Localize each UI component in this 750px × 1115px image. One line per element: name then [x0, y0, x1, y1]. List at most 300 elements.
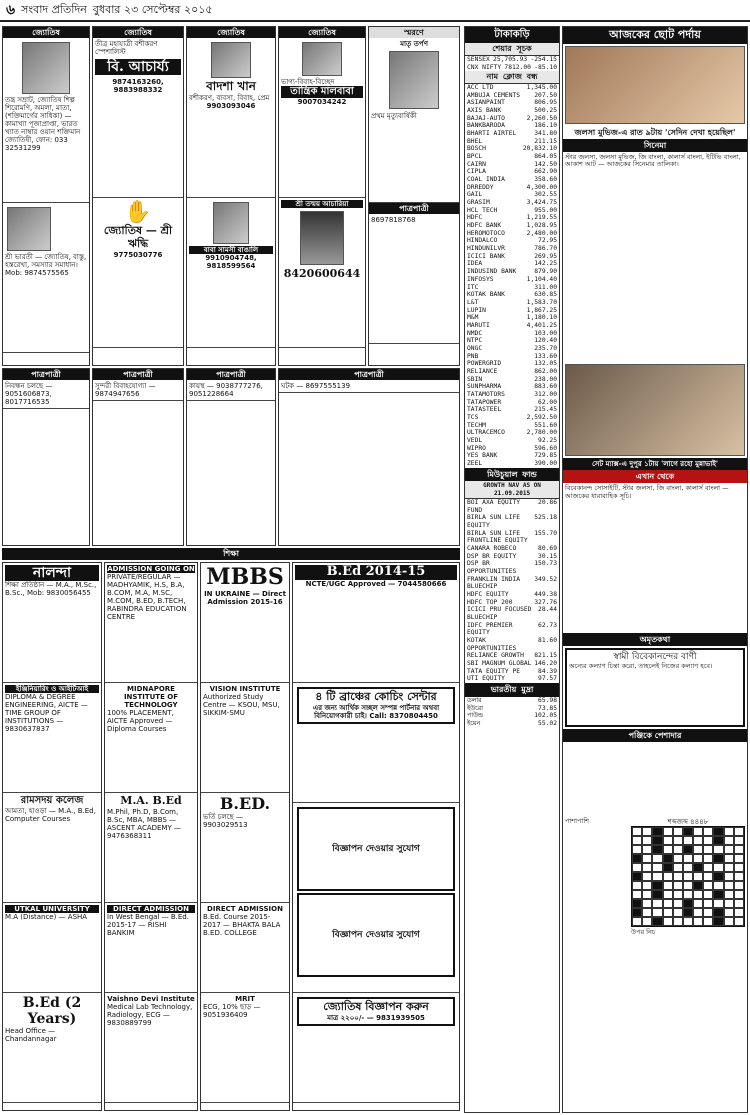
stock-row	[465, 268, 559, 276]
down-label: উপর নিচ	[631, 928, 656, 937]
crossword-cell[interactable]	[632, 836, 642, 845]
crossword-cell[interactable]	[713, 899, 723, 908]
crossword-cell[interactable]	[734, 899, 744, 908]
crossword-cell[interactable]	[673, 908, 683, 917]
crossword-cell[interactable]	[724, 890, 734, 899]
crossword-cell[interactable]	[724, 854, 734, 863]
mf-row	[465, 545, 559, 553]
education-column	[200, 562, 290, 1111]
crossword-cell[interactable]	[642, 908, 652, 917]
astrologer-name: বি. আচার্য্য	[95, 59, 181, 75]
crossword-cell[interactable]	[703, 917, 713, 926]
stock-row-cell: 120.40	[534, 337, 557, 345]
stock-row	[465, 414, 559, 422]
ad-title: MIDNAPORE INSTITUTE OF TECHNOLOGY	[123, 685, 179, 710]
currency-row-cell: 73.85	[538, 704, 557, 712]
crossword-cell[interactable]	[663, 899, 673, 908]
stock-row-cell: 786.70	[534, 245, 557, 253]
stock-row-cell: 879.90	[534, 268, 557, 276]
crossword-cell[interactable]	[724, 863, 734, 872]
education-ad	[3, 683, 101, 793]
crossword-cell[interactable]	[673, 881, 683, 890]
mf-row	[465, 553, 559, 561]
issue-date: বুধবার ২৩ সেপ্টেম্বর ২০১৫	[92, 2, 213, 16]
mf-row-cell: 150.73	[534, 560, 557, 568]
classified-column	[278, 368, 460, 546]
crossword-cell[interactable]	[703, 890, 713, 899]
classified-promo: বিজ্ঞাপন দেওয়ার সুযোগ	[297, 893, 455, 977]
mf-row-cell: HDFC EQUITY	[467, 591, 509, 599]
stock-row-cell: 390.00	[534, 459, 557, 467]
mf-table	[465, 499, 559, 683]
ad-title: রামসদয় কলেজ	[20, 795, 84, 806]
crossword-cell[interactable]	[693, 908, 703, 917]
crossword-cell[interactable]	[683, 881, 693, 890]
stock-row	[465, 207, 559, 215]
crossword-cell[interactable]	[713, 854, 723, 863]
crossword-cell[interactable]	[734, 836, 744, 845]
mf-row-cell: SBI MAGNUM GLOBAL	[467, 660, 532, 668]
crossword-cell[interactable]	[734, 863, 744, 872]
stock-row-cell: 883.60	[534, 383, 557, 391]
stock-row-cell: GRASIM	[467, 199, 490, 207]
stock-row	[465, 168, 559, 176]
stock-row-cell: 551.60	[534, 421, 557, 429]
crossword-cell[interactable]	[632, 881, 642, 890]
classified-ad	[3, 38, 89, 203]
crossword-cell[interactable]	[724, 872, 734, 881]
crossword-cell[interactable]	[673, 899, 683, 908]
crossword-cell[interactable]	[724, 917, 734, 926]
crossword-cell[interactable]	[713, 863, 723, 872]
stock-row	[465, 260, 559, 268]
index-row-cell: -85.10	[534, 63, 557, 71]
crossword-cell[interactable]	[703, 845, 713, 854]
crossword-cell[interactable]	[632, 899, 642, 908]
crossword-cell[interactable]	[693, 827, 703, 836]
crossword-cell[interactable]	[652, 827, 662, 836]
crossword-cell[interactable]	[652, 899, 662, 908]
education-ad	[293, 683, 459, 803]
mf-row-cell: 155.70	[534, 529, 557, 537]
crossword-cell[interactable]	[734, 827, 744, 836]
crossword-cell[interactable]	[693, 917, 703, 926]
stock-row-cell: BPCL	[467, 153, 483, 161]
crossword-cell[interactable]	[734, 890, 744, 899]
stock-row-cell: DRREDDY	[467, 183, 494, 191]
crossword-cell[interactable]	[683, 872, 693, 881]
ad-title: DIRECT ADMISSION	[207, 905, 283, 913]
crossword-cell[interactable]	[642, 872, 652, 881]
crossword-cell[interactable]	[642, 899, 652, 908]
mf-row-cell: 146.20	[534, 660, 557, 668]
crossword-cell[interactable]	[693, 899, 703, 908]
stock-row-cell: 92.25	[538, 436, 557, 444]
crossword-cell[interactable]	[724, 881, 734, 890]
stock-row-cell: ZEEL	[467, 459, 483, 467]
crossword-cell[interactable]	[663, 890, 673, 899]
ad-text: তন্ত্র সম্রাট, জ্যোতিষ শিল্প শিরোমণি, অমলা, মাতা, (শক্তিমার্গের সাধিকা) — কামাখ্যা পূজাপ্রাপ্তা, ভারত খ্যাত নাম্বার ওয়ান শক্তিমান জ্যোতিষী, ফোন: 033 32531299	[5, 96, 81, 153]
ad-title: জ্যোতিষ বিজ্ঞাপন করুন	[323, 1000, 429, 1013]
mf-row	[465, 576, 559, 591]
stock-row-cell: HCL TECH	[467, 206, 498, 214]
crossword-cell[interactable]	[663, 908, 673, 917]
phone-number: 9007034242	[297, 97, 347, 106]
cinema-header: সিনেমা	[563, 139, 747, 152]
mf-row-cell: 84.39	[538, 667, 557, 675]
crossword-cell[interactable]	[713, 890, 723, 899]
stock-row-cell: TATAMOTORS	[467, 390, 505, 398]
stock-row	[465, 153, 559, 161]
stock-row	[465, 284, 559, 292]
crossword-cell[interactable]	[673, 854, 683, 863]
crossword-cell[interactable]	[724, 899, 734, 908]
stock-row	[465, 307, 559, 315]
ad-title: নালন্দা	[5, 565, 99, 581]
ad-title: B.Ed 2014-15	[295, 565, 457, 580]
crossword-cell[interactable]	[652, 854, 662, 863]
stock-row-cell: INFOSYS	[467, 275, 494, 283]
crossword-cell[interactable]	[642, 827, 652, 836]
crossword-cell[interactable]	[683, 899, 693, 908]
ad-title: B.Ed (2 Years)	[22, 995, 82, 1028]
crossword-cell[interactable]	[642, 917, 652, 926]
stock-row-cell: 186.10	[534, 122, 557, 130]
stock-row-cell: SBIN	[467, 375, 483, 383]
stock-column	[464, 26, 560, 1113]
crossword-cell[interactable]	[713, 827, 723, 836]
promo-caption: সেট ম্যাক্স-এ দুপুর ১টায় 'লাগে রহো মুন্নাভাই'	[563, 458, 747, 470]
stock-row	[465, 376, 559, 384]
stock-row	[465, 368, 559, 376]
mf-row-cell: BIRLA SUN LIFE FRONTLINE EQUITY	[467, 529, 528, 545]
stock-row	[465, 353, 559, 361]
mf-row-cell: HDFC TOP 200	[467, 598, 513, 606]
stock-row-cell: ITC	[467, 283, 479, 291]
education-ad	[105, 793, 197, 903]
classified-ad: কায়স্থ — 9038777276, 9051228664	[187, 380, 275, 401]
mf-row-cell: 97.57	[538, 675, 557, 683]
education-ad	[105, 993, 197, 1103]
crossword-cell[interactable]	[642, 836, 652, 845]
crossword-cell[interactable]	[663, 863, 673, 872]
mf-subtitle: GROWTH NAV AS ON 21.09.2015	[465, 481, 559, 499]
stock-row-cell: TCS	[467, 413, 479, 421]
crossword-cell[interactable]	[642, 881, 652, 890]
stock-row-cell: HEROMOTOCO	[467, 229, 505, 237]
stock-row-cell: 302.55	[534, 191, 557, 199]
crossword-cell[interactable]	[632, 908, 642, 917]
astrologer-name: বাবা সামসী বাঙালি	[189, 246, 273, 254]
phone-number: 9775030776	[113, 250, 163, 259]
crossword-cell[interactable]	[652, 872, 662, 881]
mf-row	[465, 652, 559, 660]
crossword-cell[interactable]	[683, 917, 693, 926]
education-ad	[3, 993, 101, 1103]
crossword-cell[interactable]	[713, 908, 723, 917]
crossword-cell[interactable]	[683, 908, 693, 917]
crossword-cell[interactable]	[663, 854, 673, 863]
crossword-cell[interactable]	[713, 836, 723, 845]
education-ad	[201, 993, 289, 1103]
crossword-cell[interactable]	[724, 845, 734, 854]
crossword-cell[interactable]	[673, 827, 683, 836]
stock-row	[465, 445, 559, 453]
crossword-cell[interactable]	[734, 917, 744, 926]
stock-row	[465, 322, 559, 330]
crossword-cell[interactable]	[673, 863, 683, 872]
stock-row-cell: 1,104.40	[526, 275, 557, 283]
crossword-cell[interactable]	[703, 908, 713, 917]
quote-title: স্বামী বিবেকানন্দের বাণী	[613, 652, 697, 663]
index-row	[465, 64, 559, 72]
right-panel	[464, 26, 748, 1113]
crossword-cell[interactable]	[703, 899, 713, 908]
crossword-cell[interactable]	[632, 890, 642, 899]
crossword-cell[interactable]	[713, 917, 723, 926]
classifieds-area	[2, 26, 460, 1113]
stock-row-cell: BHARTI AIRTEL	[467, 130, 517, 138]
currency-title: ভারতীয় মুদ্রা	[465, 683, 559, 697]
classified-ad	[187, 198, 275, 348]
stock-row	[465, 337, 559, 345]
astrologer-name: জ্যোতিষ — শ্রী ঋদ্ধি	[103, 224, 173, 251]
stock-row-cell: BAJAJ-AUTO	[467, 114, 505, 122]
crossword-cell[interactable]	[632, 872, 642, 881]
education-ad	[3, 793, 101, 903]
crossword-cell[interactable]	[683, 845, 693, 854]
crossword-cell[interactable]	[693, 845, 703, 854]
education-ad	[105, 903, 197, 993]
crossword-cell[interactable]	[663, 845, 673, 854]
mf-row-cell: UTI EQUITY	[467, 675, 505, 683]
currency-row-cell: 65.98	[538, 696, 557, 704]
crossword-cell[interactable]	[724, 836, 734, 845]
crossword-cell[interactable]	[632, 827, 642, 836]
stock-row	[465, 422, 559, 430]
mf-row-cell: 28.44	[538, 606, 557, 614]
mf-row	[465, 560, 559, 575]
crossword-cell[interactable]	[693, 881, 703, 890]
stock-row-cell: 500.25	[534, 107, 557, 115]
stock-row-cell: 207.50	[534, 91, 557, 99]
crossword-cell[interactable]	[642, 863, 652, 872]
mf-row	[465, 599, 559, 607]
stock-row-cell: BANKBARODA	[467, 122, 505, 130]
crossword-cell[interactable]	[724, 908, 734, 917]
stock-row-cell: 215.45	[534, 406, 557, 414]
category-header: পাত্রপাত্রী	[279, 369, 459, 380]
crossword-cell[interactable]	[642, 890, 652, 899]
mf-row	[465, 675, 559, 683]
ad-text: বশীকরণ, ব্যবসা, বিবাহ, প্রেম	[189, 93, 270, 102]
cinema-listing: স্টার জলসা, জলসা মুভিজ, জি বাংলা, কালার্স বাংলা, ইটিভি বাংলা, আকাশ আট — আজকের সিনেমার তালিকা।	[565, 153, 741, 169]
crossword-cell[interactable]	[734, 908, 744, 917]
crossword-grid[interactable]	[631, 826, 745, 927]
crossword-cell[interactable]	[663, 917, 673, 926]
crossword-cell[interactable]	[713, 881, 723, 890]
stock-table-heading: নাম ক্লোজ বন্ধ	[465, 71, 559, 84]
crossword-cell[interactable]	[652, 890, 662, 899]
crossword-cell[interactable]	[734, 872, 744, 881]
ad-text: NCTE/UGC Approved — 7044580666	[305, 579, 447, 588]
category-header: জ্যোতিষ	[187, 27, 275, 38]
ad-text: 100% PLACEMENT, AICTE Approved — Diploma Courses	[107, 709, 174, 734]
crossword-cell[interactable]	[632, 863, 642, 872]
stock-row-cell: TATAPOWER	[467, 398, 502, 406]
crossword-cell[interactable]	[683, 890, 693, 899]
crossword-cell[interactable]	[693, 890, 703, 899]
ad-title: MRIT	[235, 995, 255, 1003]
page-header	[0, 0, 750, 22]
crossword-cell[interactable]	[724, 827, 734, 836]
stock-row	[465, 391, 559, 399]
mf-row-cell: 327.76	[534, 598, 557, 606]
mf-row-cell: RELIANCE GROWTH	[467, 652, 524, 660]
stock-row-cell: 2,592.50	[526, 413, 557, 421]
stock-row-cell: BHEL	[467, 137, 483, 145]
stock-row-cell: PNB	[467, 352, 479, 360]
stock-row-cell: NMDC	[467, 329, 483, 337]
category-header: জ্যোতিষ	[3, 27, 89, 38]
mf-row-cell: 80.69	[538, 545, 557, 553]
crossword-cell[interactable]	[703, 854, 713, 863]
crossword-cell[interactable]	[713, 872, 723, 881]
crossword-cell[interactable]	[673, 890, 683, 899]
mf-row	[465, 668, 559, 676]
classified-ad	[279, 38, 365, 198]
crossword-cell[interactable]	[703, 863, 713, 872]
classified-ad	[93, 38, 183, 198]
education-ad	[293, 803, 459, 993]
stock-row-cell: 269.95	[534, 252, 557, 260]
classified-ad: নিবন্ধন চলছে — 9051606873, 8017716535	[3, 380, 89, 409]
crossword-cell[interactable]	[652, 908, 662, 917]
serial-listing: বিবেকানন্দ সোসাইটি, স্টার জলসা, জি বাংলা, কালার্স বাংলা — আজকের ধারাবাহিক সূচি।	[565, 484, 729, 500]
crossword-cell[interactable]	[703, 872, 713, 881]
crossword-cell[interactable]	[693, 854, 703, 863]
stock-row-cell: 630.85	[534, 291, 557, 299]
ad-title: UTKAL UNIVERSITY	[5, 905, 99, 913]
stock-row-cell: AMBUJA CEMENTS	[467, 91, 521, 99]
crossword-cell[interactable]	[663, 872, 673, 881]
crossword-cell[interactable]	[632, 854, 642, 863]
currency-row-cell: ইউরো	[467, 704, 484, 712]
palm-icon: ✋	[124, 200, 152, 226]
education-column	[104, 562, 198, 1111]
stock-row-cell: POWERGRID	[467, 360, 502, 368]
stock-row-cell: YES BANK	[467, 452, 498, 460]
mf-row-cell: 821.15	[534, 652, 557, 660]
crossword-cell[interactable]	[734, 854, 744, 863]
ad-title: Vaishno Devi Institute	[107, 995, 195, 1003]
crossword-cell[interactable]	[734, 881, 744, 890]
ad-title: M.A. B.Ed	[120, 794, 182, 807]
stock-row	[465, 191, 559, 199]
classified-column	[92, 368, 184, 546]
crossword-cell[interactable]	[652, 881, 662, 890]
crossword-cell[interactable]	[683, 827, 693, 836]
crossword-clues	[565, 818, 629, 995]
stock-row-cell: 1,345.00	[526, 84, 557, 92]
stock-row-cell: 596.60	[534, 444, 557, 452]
stock-row	[465, 161, 559, 169]
crossword-cell[interactable]	[703, 881, 713, 890]
crossword-cell[interactable]	[663, 836, 673, 845]
stock-row	[465, 330, 559, 338]
crossword-cell[interactable]	[693, 872, 703, 881]
crossword-cell[interactable]	[652, 836, 662, 845]
stock-row-cell: RELIANCE	[467, 367, 498, 375]
stock-row	[465, 276, 559, 284]
mf-row-cell: 62.73	[538, 621, 557, 629]
category-header: স্মরণে	[369, 27, 459, 38]
stock-row-cell: INDUSIND BANK	[467, 268, 517, 276]
crossword-cell[interactable]	[642, 845, 652, 854]
stock-row-cell: 806.95	[534, 99, 557, 107]
ad-title: VISION INSTITUTE	[209, 685, 281, 693]
stock-row-cell: COAL INDIA	[467, 176, 505, 184]
education-ad	[3, 903, 101, 993]
phone-number: 8697818768	[371, 216, 416, 225]
mf-row	[465, 606, 559, 621]
stock-row	[465, 345, 559, 353]
crossword-cell[interactable]	[693, 836, 703, 845]
crossword-cell[interactable]	[683, 854, 693, 863]
crossword-cell[interactable]	[734, 845, 744, 854]
crossword-cell[interactable]	[632, 845, 642, 854]
stock-row	[465, 230, 559, 238]
stock-row-cell: 1,867.25	[526, 306, 557, 314]
crossword-cell[interactable]	[673, 836, 683, 845]
crossword-cell[interactable]	[663, 827, 673, 836]
classified-ad	[3, 203, 89, 353]
crossword-title: শব্দজব্দ ৪৪৪৮	[667, 817, 709, 826]
crossword-cell[interactable]	[673, 845, 683, 854]
stock-row-cell: ASIANPAINT	[467, 99, 505, 107]
mf-row-cell: 20.86	[538, 499, 557, 506]
crossword-cell[interactable]	[663, 881, 673, 890]
crossword-cell[interactable]	[632, 917, 642, 926]
stock-row	[465, 184, 559, 192]
stock-row-cell: 133.60	[534, 352, 557, 360]
crossword-cell[interactable]	[683, 863, 693, 872]
across-label: পাশাপাশি	[565, 816, 590, 825]
stock-row	[465, 99, 559, 107]
crossword-cell[interactable]	[673, 917, 683, 926]
education-column	[2, 562, 102, 1111]
stock-row	[465, 199, 559, 207]
crossword-cell[interactable]	[713, 845, 723, 854]
crossword-cell[interactable]	[673, 872, 683, 881]
crossword-cell[interactable]	[693, 863, 703, 872]
mf-row-cell: TATA EQUITY PE	[467, 667, 521, 675]
panjika-text	[563, 742, 747, 816]
currency-row-cell: ইয়েন	[467, 719, 481, 727]
crossword-cell[interactable]	[652, 845, 662, 854]
crossword-cell[interactable]	[652, 917, 662, 926]
ad-title: ৪ টি ব্রাঞ্চের কোচিং সেন্টার	[315, 690, 437, 703]
crossword-cell[interactable]	[683, 836, 693, 845]
stock-row-cell: IDEA	[467, 260, 483, 268]
mf-row	[465, 499, 559, 514]
crossword-cell[interactable]	[703, 827, 713, 836]
crossword-cell[interactable]	[703, 836, 713, 845]
ad-text: শ্রী ভারতী — জ্যোতিষ, বাস্তু, হস্তরেখা, সমস্যার সমাধান। Mob: 9874575565	[5, 253, 87, 278]
classified-column	[186, 368, 276, 546]
crossword-cell[interactable]	[642, 854, 652, 863]
crossword-cell[interactable]	[652, 863, 662, 872]
